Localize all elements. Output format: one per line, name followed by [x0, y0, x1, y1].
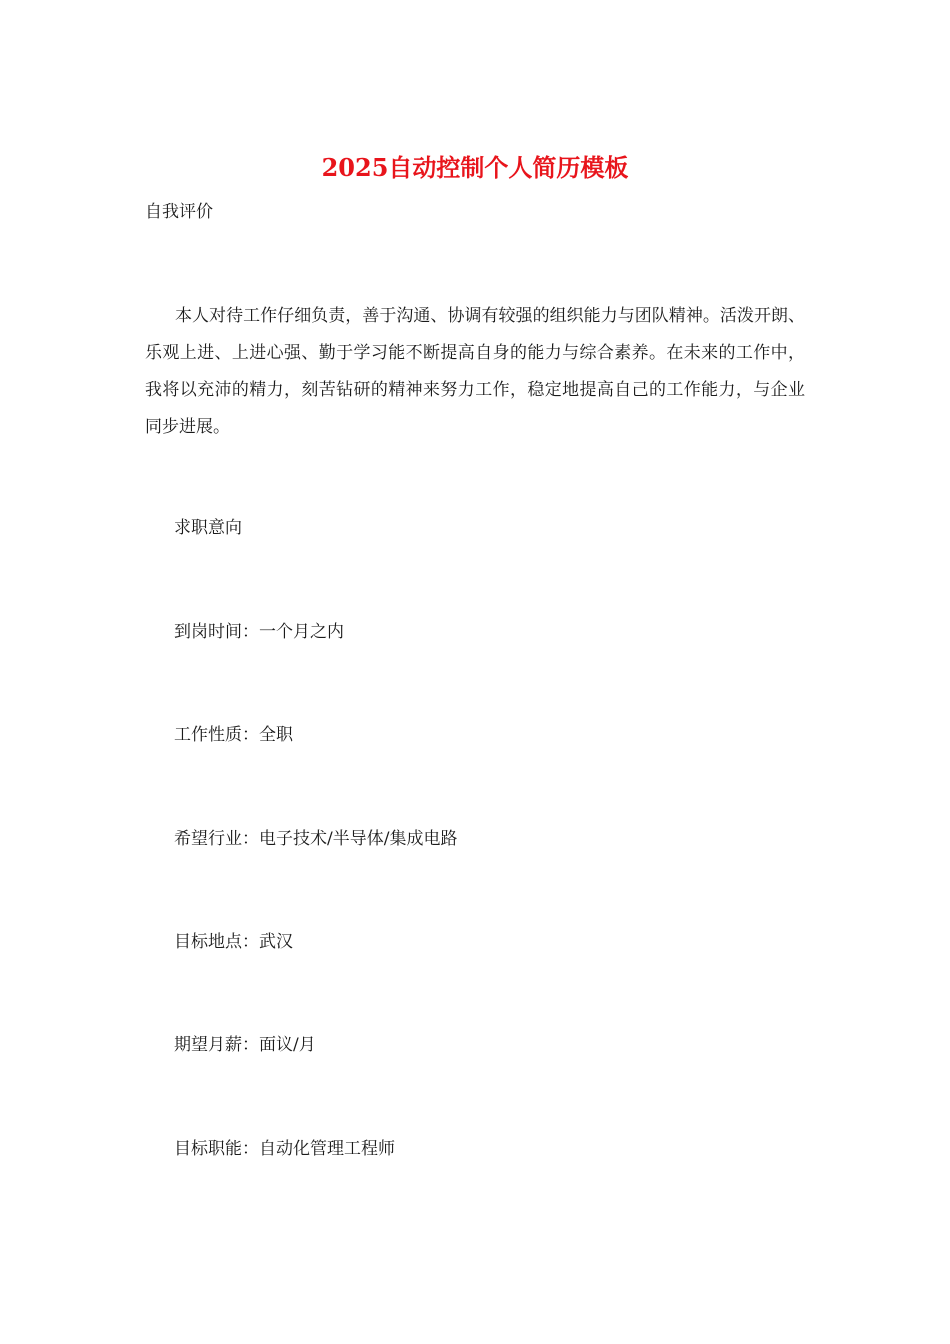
- job-type-line: [174, 721, 293, 749]
- arrival-time-label: 到岗时间：: [174, 622, 259, 642]
- job-type-label: 工作性质：: [174, 725, 259, 745]
- salary-line: [174, 1031, 316, 1059]
- arrival-time-value: 一个月之内: [259, 622, 344, 642]
- industry-value: 电子技术/半导体/集成电路: [259, 829, 458, 849]
- document-title: 2025自动控制个人简历模板: [321, 153, 629, 182]
- job-intention-heading: 求职意向: [174, 518, 242, 538]
- job-type-value: 全职: [259, 725, 293, 745]
- salary-label: 期望月薪：: [174, 1035, 259, 1055]
- industry-label: 希望行业：: [174, 829, 259, 849]
- salary-value: 面议/月: [259, 1035, 316, 1055]
- self-evaluation-paragraph: 本人对待工作仔细负责，善于沟通、协调有较强的组织能力与团队精神。活泼开朗、乐观上进、上进心强、勤于学习能不断提高自身的能力与综合素养。在未来的工作中，我将以充沛的精力，刻苦钻研的精神来努力工作，稳定地提高自己的工作能力，与企业同步进展。: [145, 306, 805, 437]
- self-evaluation-heading: 自我评价: [145, 202, 213, 222]
- arrival-time-line: [174, 618, 344, 646]
- location-label: 目标地点：: [174, 932, 259, 952]
- target-role-value: 自动化管理工程师: [259, 1139, 395, 1159]
- industry-line: [174, 825, 457, 853]
- target-role-line: [174, 1135, 395, 1163]
- target-role-label: 目标职能：: [174, 1139, 259, 1159]
- location-value: 武汉: [259, 932, 293, 952]
- location-line: [174, 928, 293, 956]
